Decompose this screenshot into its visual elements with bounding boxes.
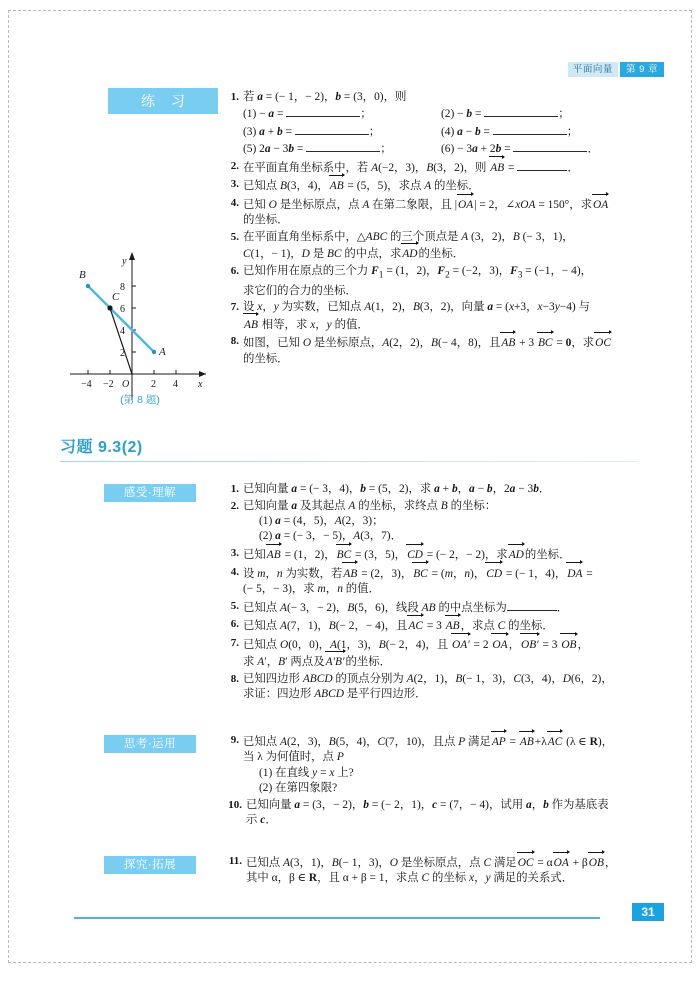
group-label-understanding: 感受·理解 [104,484,196,502]
exercise-number: 3. [230,178,239,191]
exercise-number: 11. [228,855,242,867]
exercise-item [222,499,638,545]
subitem: (1) − a = ； [243,105,441,122]
exercise-body [243,617,638,634]
exercise-number: 2. [230,499,239,512]
exercise-item [222,482,638,497]
homework-group-thinking-list [222,733,638,830]
subitem: (5) 2a − 3b = ； [243,140,441,157]
subitem: (3) a + b = ； [243,123,441,140]
exercise-body [243,499,638,545]
running-head-section: 平面向量 [568,62,618,77]
exercise-body [243,599,638,616]
exercise-line: 已知向量 a 及其起点 A 的坐标，求终点 B 的坐标： [243,499,497,512]
exercise-body [243,546,638,563]
exercise-number: 8. [230,335,239,348]
figure-svg [62,242,218,410]
x-axis-label: x [198,379,203,390]
exercise-body [243,90,638,158]
exercise-number: 3. [230,547,239,559]
exercise-body [243,264,638,299]
exercise-number: 4. [230,197,239,209]
answer-blank[interactable] [507,599,557,611]
exercise-item [222,264,638,299]
exercise-item [222,159,638,176]
homework-section-title: 习题 9.3(2) [60,439,143,456]
exercise-body [243,177,638,194]
exercise-number: 5. [230,599,239,612]
exercise-subrow [243,123,638,140]
y-axis-arrow [129,252,135,260]
homework-group-understanding-list [222,482,638,704]
exercise-line: 在平面直角坐标系中，若 A(−2，3)，B(3，2)，则 AB = ． [243,159,638,176]
subitem: (1) 在直线 y = x 上? [259,766,354,779]
exercise-line: 设 x，y 为实数，已知点 A(1，2)，B(3，2)，向量 a = (x+3，x−3y−4) 与 [243,301,590,314]
answer-blank[interactable] [295,123,369,135]
group-label-exploring: 探究·拓展 [104,856,196,874]
exercise-item [222,672,638,703]
exercise-line: C(1，− 1)，D 是 BC 的中点，求AD的坐标． [243,245,638,262]
point-label-C: C [112,291,120,303]
point-label-B: B [79,269,86,281]
exercise-line: 在平面直角坐标系中，△ABC 的三个顶点是 A (3，2)，B (− 3，1)， [243,231,574,243]
exercise-item [222,334,638,367]
page-number: 31 [632,903,664,921]
exercise-line: AB 相等，求 x，y 的值． [243,316,638,333]
exercise-number: 10. [228,798,242,811]
exercise-line: 求它们的合力的坐标． [243,284,357,297]
exercise-item [222,733,638,797]
exercise-number: 1. [230,91,239,103]
exercise-body [243,733,638,797]
x-tick-label: −4 [81,379,92,390]
practice-exercise-list [222,90,638,368]
exercise-line: 如图，已知 O 是坐标原点，A(2，2)，B(− 4，8)，且AB + 3 BC = 0，求OC [243,334,638,351]
exercise-body [246,854,638,887]
exercise-item [222,546,638,563]
running-head [568,62,664,77]
practice-label: 练 习 [108,88,218,114]
footer-divider [74,917,600,919]
exercise-number: 4. [230,565,239,578]
exercise-line: 已知 O 是坐标原点，点 A 在第二象限，且 |OA| = 2，∠xOA = 150°，求OA [243,196,638,213]
homework-group-exploring-list [222,854,638,888]
exercise-line: 求 A′，B′ 两点及A′B′的坐标． [243,653,638,670]
subitem: (2) a = (− 3，− 5)，A(3，7)． [259,530,402,543]
y-tick-label: 2 [120,348,125,359]
exercise-line: 已知点 B(3，4)，AB = (5，5)，求点 A 的坐标． [243,177,638,194]
exercise-body [243,230,638,263]
exercise-number: 6. [230,618,239,631]
exercise-line: 若 a = (− 1，− 2)，b = (3，0)，则 [243,91,407,103]
exercise-item [222,798,638,829]
exercise-body [243,636,638,671]
subitem: (4) a − b = ； [441,123,638,140]
exercise-line: 已知点 A(2，3)，B(5，4)，C(7，10)，且点 P 满足AP = AB+λAC (λ ∈ R)， [243,733,638,750]
point-B [86,284,90,288]
exercise-line: 已知向量 a = (3，− 2)，b = (− 2，1)，c = (7，− 4)，试用 a，b 作为基底表 [246,798,609,811]
exercise-item [222,90,638,158]
exercise-body [243,672,638,703]
exercise-line: 已知作用在原点的三个力 $F_1 = (1$，2)，$F_2 = (-2$，3)，$F_3 = (-1$，− 4)， [243,265,593,281]
running-head-chapter: 第 9 章 [620,62,664,77]
exercise-line: 已知点 A(3，1)，B(− 1，3)，O 是坐标原点，点 C 满足OC = αOA + βOB， [246,854,638,871]
exercise-item [222,599,638,616]
exercise-item [222,230,638,263]
origin-label: O [122,379,130,390]
exercise-body [243,482,638,497]
x-tick-label: −2 [103,379,114,390]
subitem: (2) 在第四象限? [259,782,338,795]
exercise-line: 的坐标． [243,214,289,227]
exercise-body [243,334,638,367]
exercise-number: 7. [230,636,239,649]
exercise-item [222,565,638,598]
x-tick-label: 4 [173,379,178,390]
exercise-item [222,636,638,671]
exercise-line: 示 c． [246,814,277,827]
exercise-subrow [243,140,638,157]
exercise-body [246,798,638,829]
subitem: (2) − b = ； [441,105,638,122]
exercise-line: 已知点 A(7，1)，B(− 2，− 4)，且AC = 3 AB，求点 C 的坐标． [243,617,638,634]
exercise-body [243,196,638,229]
exercise-line: (− 5，− 3)，求 m，n 的值． [243,583,380,595]
exercise-line: 的坐标． [243,352,289,365]
exercise-number: 8. [230,672,239,685]
subitem: (6) − 3a + 2b = ． [441,140,638,157]
exercise-line: 其中 α，β ∈ R，且 α + β = 1，求点 C 的坐标 x，y 满足的关系式． [246,872,574,885]
section-divider [60,461,638,462]
subitem: (1) a = (4，5)，A(2，3)； [259,515,384,527]
exercise-line: 设 m，n 为实数，若AB = (2，3)，BC = (m，n)，CD = (− 1，4)，DA = [243,565,638,582]
answer-blank[interactable] [484,105,558,117]
exercise-body [243,565,638,598]
coordinate-figure [62,242,218,410]
point-label-A: A [159,346,166,358]
exercise-item [222,300,638,333]
y-tick-label: 6 [120,304,125,315]
point-C [107,305,112,310]
y-tick-label: 4 [120,326,125,337]
answer-blank[interactable] [286,105,360,117]
x-axis-arrow [199,371,206,377]
exercise-number: 5. [230,231,239,243]
exercise-line: 已知向量 a = (− 3，4)，b = (5，2)，求 a + b，a − b，2a − 3b． [243,483,551,495]
exercise-number: 6. [230,265,239,277]
exercise-line: 当 λ 为何值时，点 P [243,751,344,764]
x-tick-label: 2 [151,379,156,390]
exercise-number: 7. [230,301,239,314]
exercise-item [222,177,638,194]
exercise-subrow [243,105,638,122]
point-A [152,350,156,354]
exercise-line: 已知AB = (1，2)，BC = (3，5)，CD = (− 2，− 2)，求AD的坐标． [243,546,638,563]
exercise-body [243,300,638,333]
exercise-line: 已知四边形 ABCD 的顶点分别为 A(2，1)，B(− 1，3)，C(3，4)，D(6，2)， [243,672,613,685]
answer-blank[interactable] [493,123,567,135]
exercise-body [243,159,638,176]
answer-blank[interactable] [306,140,380,152]
figure-caption: (第 8 题) [120,394,160,406]
answer-blank[interactable] [517,159,567,171]
exercise-line: 已知点 A(− 3，− 2)，B(5，6)，线段 AB 的中点坐标为 ． [243,599,638,616]
y-tick-label: 8 [120,282,125,293]
exercise-line: 求证：四边形 ABCD 是平行四边形． [243,688,427,701]
exercise-item [222,854,638,887]
y-axis-label: y [122,256,127,267]
exercise-item [222,196,638,229]
answer-blank[interactable] [513,140,587,152]
exercise-line: 已知点 O(0，0)，A(1，3)，B(− 2，4)，且 OA′ = 2 OA，OB′ = 3 OB， [243,636,638,653]
exercise-number: 9. [230,734,239,746]
exercise-number: 1. [230,483,239,495]
group-label-thinking: 思考·运用 [104,735,196,753]
exercise-number: 2. [230,159,239,172]
